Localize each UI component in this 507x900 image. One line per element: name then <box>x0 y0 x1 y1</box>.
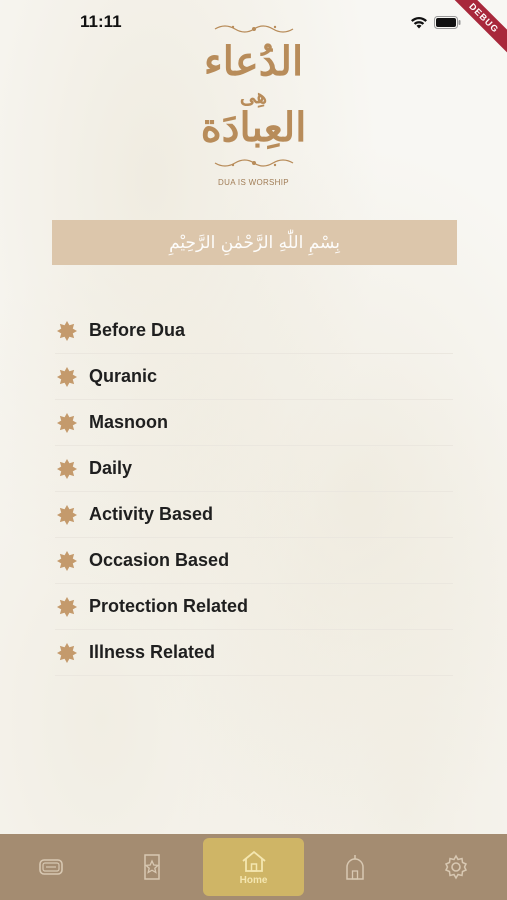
nav-dua-book[interactable] <box>0 838 101 896</box>
category-label: Occasion Based <box>89 550 230 570</box>
category-masnoon[interactable] <box>55 400 453 446</box>
home-icon <box>240 849 268 873</box>
bottom-navigation <box>0 834 507 900</box>
category-label: Illness Related <box>89 642 216 662</box>
app-logo <box>0 22 507 187</box>
nav-home-label: Home <box>239 874 268 886</box>
logo-arabic-ibadah: العِبادَة <box>200 104 307 151</box>
category-occasion-based[interactable] <box>55 538 453 584</box>
star-bullet-icon <box>55 458 89 480</box>
category-label: Protection Related <box>89 596 249 616</box>
star-bullet-icon <box>55 320 89 342</box>
category-label: Daily <box>89 458 133 478</box>
category-protection-related[interactable] <box>55 584 453 630</box>
star-bullet-icon <box>55 596 89 618</box>
category-quranic[interactable] <box>55 354 453 400</box>
mosque-icon <box>343 853 367 881</box>
category-activity-based[interactable] <box>55 492 453 538</box>
nav-mosque[interactable] <box>304 838 405 896</box>
category-label: Masnoon <box>89 412 168 432</box>
category-label: Quranic <box>89 366 158 386</box>
bottom-ornament-icon <box>211 156 297 170</box>
nav-home[interactable] <box>203 838 304 896</box>
category-before-dua[interactable] <box>55 308 453 354</box>
logo-arabic-dua: الدُعاء <box>203 38 304 85</box>
category-label: Before Dua <box>89 320 186 340</box>
logo-tagline: DUA IS WORSHIP <box>218 178 289 187</box>
category-list <box>55 308 453 676</box>
basmala-banner <box>52 220 457 265</box>
settings-gear-icon <box>443 854 469 880</box>
category-label: Activity Based <box>89 504 214 524</box>
dua-book-icon <box>37 856 65 878</box>
status-time: 11:11 <box>80 12 122 31</box>
basmala-text: بِسْمِ اللّٰهِ الرَّحْمٰنِ الرَّحِيْمِ <box>169 232 340 253</box>
debug-ribbon: DEBUG <box>447 0 507 55</box>
category-daily[interactable] <box>55 446 453 492</box>
star-bullet-icon <box>55 550 89 572</box>
top-ornament-icon <box>211 22 297 36</box>
star-bullet-icon <box>55 366 89 388</box>
star-bullet-icon <box>55 642 89 664</box>
star-bullet-icon <box>55 504 89 526</box>
category-illness-related[interactable] <box>55 630 453 676</box>
nav-favorites[interactable] <box>101 838 202 896</box>
star-bullet-icon <box>55 412 89 434</box>
logo-arabic-hiya: هِی <box>239 84 268 108</box>
favorite-star-icon <box>140 853 164 881</box>
nav-settings[interactable] <box>406 838 507 896</box>
